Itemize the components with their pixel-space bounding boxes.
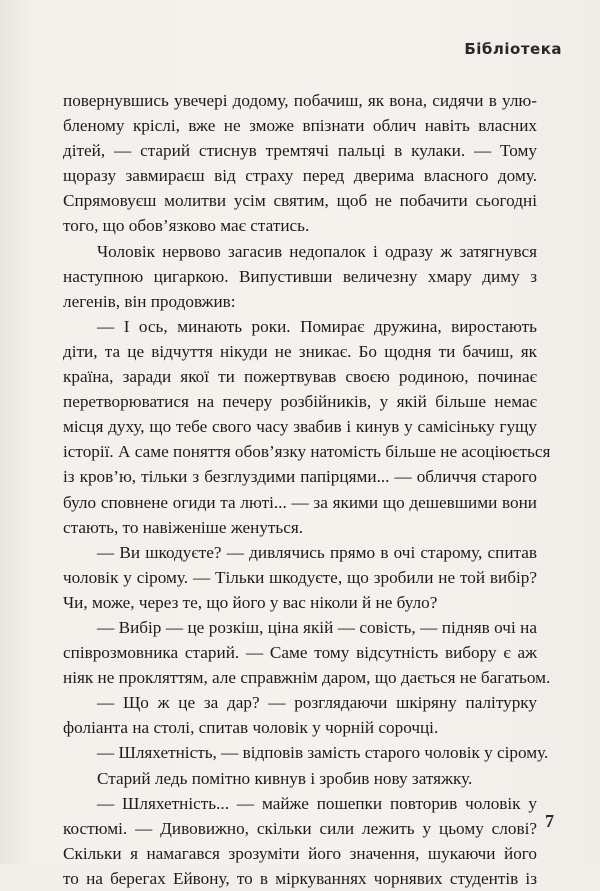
text-line: Скільки я намагався зрозуміти його значення, шукаючи його [63,843,537,863]
running-header: Бібліотека [464,40,562,58]
text-line: Чоловік нервово загасив недопалок і одразу ж затягнувся [97,241,537,261]
text-line: — Шляхетність... — майже пошепки повторив чоловік у [97,793,537,813]
text-line: то на берегах Ейвону, то в міркуваннях чорнявих студентів із [63,868,537,888]
text-line: перетворюватися на печеру розбійників, у якій більше немає [63,392,537,412]
text-line: Старий ледь помітно кивнув і зробив нову затяжку. [97,768,473,788]
text-line: фоліанта на столі, спитав чоловік у чорній сорочці. [63,718,439,738]
text-line: — Ви шкодуєте? — дивлячись прямо в очі старому, спитав [97,542,537,562]
text-line: дітей, — старий стиснув тремтячі пальці в кулаки. — Тому [63,141,537,161]
text-line: того, що обов’язково має статись. [63,216,310,236]
text-line: стають, то навіженіше женуться. [63,517,304,537]
text-line: бленому кріслі, вже не зможе впізнати облич навіть власних [63,116,537,136]
text-line: Чи, може, через те, що його у вас ніколи й не було? [63,592,438,612]
body-text [63,88,551,891]
text-line: діти, та це відчуття нікуди не зникає. Бо щодня ти бачиш, як [63,341,537,361]
text-line: наступною цигаркою. Випустивши величезну хмару диму з [63,266,537,286]
text-line: щоразу завмираєш від страху перед дверима власного дому. [63,166,537,186]
text-line: історії. А саме поняття обов’язку натомість більше не асоціюється [63,442,551,462]
text-line: ніяк не прокляттям, але справжнім даром, що дається не багатьом. [63,668,551,688]
text-line: Спрямовуєш молитви усім святим, щоб не побачити сьогодні [63,191,537,211]
text-line: легенів, він продовжив: [63,291,236,311]
text-line: — Шляхетність, — відповів замість старого чоловік у сірому. [97,743,549,763]
text-line: — Вибір — це розкіш, ціна якій — совість, — підняв очі на [97,617,537,637]
text-line: місця духу, що тебе свого часу звабив і кинув у самісіньку гущу [63,417,537,437]
text-line: костюмі. — Дивовижно, скільки сили лежить у цьому слові? [63,818,537,838]
text-line: повернувшись увечері додому, побачиш, як вона, сидячи в улю- [63,91,537,110]
text-line: — І ось, минають роки. Помирає дружина, виростають [97,316,537,336]
text-line: чоловік у сірому. — Тільки шкодуєте, що зробили не той вибір? [63,567,537,587]
text-line: із кров’ю, тільки з безглуздими папірцями... — обличчя старого [63,467,537,487]
text-line: — Що ж це за дар? — розглядаючи шкіряну палітурку [97,693,537,713]
page-number: 7 [545,811,554,831]
text-line: співрозмовника старий. — Саме тому відсутність вибору є аж [63,643,537,663]
text-line: було сповнене огиди та люті... — за якими що дешевшими вони [63,492,537,512]
text-line: країна, заради якої ти пожертвував своєю родиною, починає [63,367,537,387]
